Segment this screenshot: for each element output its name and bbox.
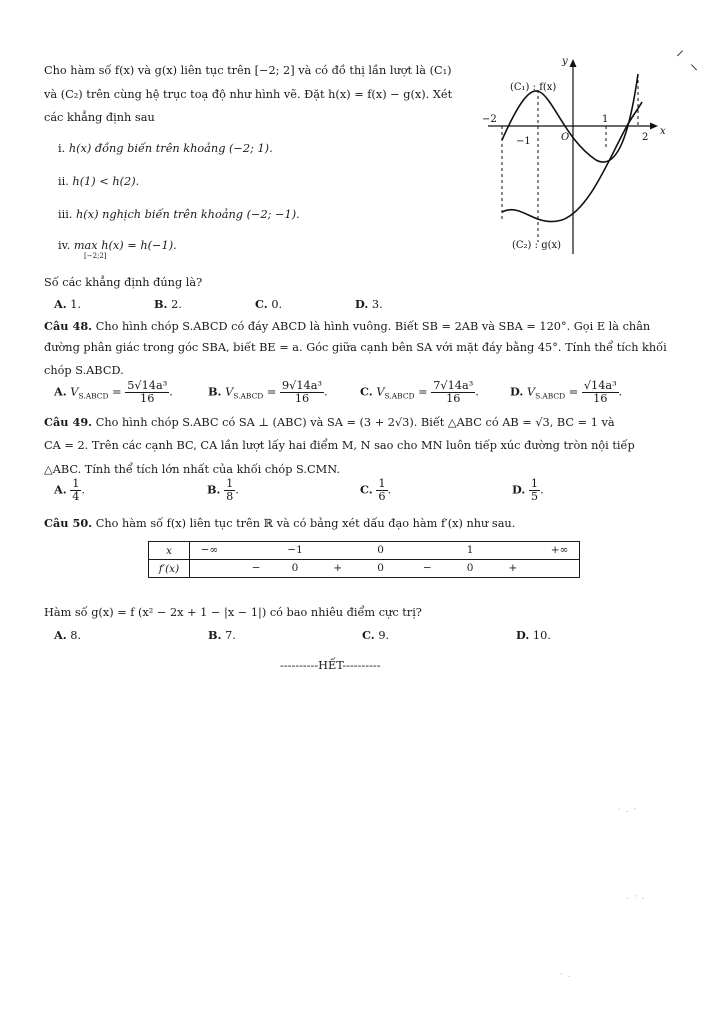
- sign-value: 0: [377, 562, 384, 574]
- q49-line-3: △ABC. Tính thể tích lớn nhất của khối chóp S.CMN.: [44, 463, 340, 476]
- x-value: −1: [287, 544, 303, 556]
- q47-option-c: C. 0.: [255, 297, 283, 311]
- q48-option-a: A. $V_{S.ABCD}$ = $\frac{\text{5√14a³}}{16}$ .: [54, 379, 173, 405]
- sign-table-values-fprime: [190, 560, 580, 578]
- tick-1: 1: [602, 114, 609, 125]
- q50-option-b: B. 7.: [208, 628, 236, 642]
- sign-value: 0: [291, 562, 299, 574]
- y-axis-label: y: [562, 56, 568, 67]
- q49-option-a: A. $\frac{1}{4}$ .: [54, 477, 86, 503]
- q50-option-c: C. 9.: [362, 628, 390, 642]
- x-value: 1: [466, 544, 474, 556]
- q48-line-3: chóp S.ABCD.: [44, 364, 124, 377]
- sign-value: +: [508, 562, 518, 574]
- sign-value: −: [422, 562, 432, 574]
- q49-option-c: C. $\frac{1}{6}$ .: [360, 477, 392, 503]
- q47-intro-line-1: Cho hàm số f(x) và g(x) liên tục trên [−2; 2] và có đồ thị lần lượt là (C₁): [44, 64, 452, 77]
- x-value: −∞: [200, 544, 219, 556]
- q49-option-d: D. $\frac{1}{5}$ .: [512, 477, 544, 503]
- q48-option-b: B. $V_{S.ABCD}$ = $\frac{\text{9√14a³}}{16}$ .: [208, 379, 328, 405]
- sign-table-row-x: [149, 542, 580, 560]
- q49-line-2: CA = 2. Trên các cạnh BC, CA lần lượt lấy hai điểm M, N sao cho MN luôn tiếp xúc đường tròn nội tiếp: [44, 439, 635, 452]
- sign-table-head-x: x: [149, 542, 190, 560]
- scan-speck: · . ·: [618, 805, 638, 815]
- q49-option-b: B. $\frac{1}{8}$ .: [207, 477, 239, 503]
- q47-question: Số các khẳng định đúng là?: [44, 276, 203, 289]
- q48-option-c: C. $V_{S.ABCD}$ = $\frac{\text{7√14a³}}{16}$ .: [360, 379, 479, 405]
- sign-table-row-fprime: [149, 560, 580, 578]
- x-axis-arrow-icon: [650, 123, 658, 130]
- y-axis-arrow-icon: [570, 59, 577, 67]
- q47-statement-3: iii. h(x) nghịch biến trên khoảng (−2; −1).: [58, 208, 300, 221]
- tick-neg1: −1: [516, 136, 531, 147]
- q47-option-d: D. 3.: [355, 297, 383, 311]
- tick-2: 2: [642, 132, 649, 143]
- origin-label: O: [561, 132, 570, 143]
- q47-option-b: B. 2.: [154, 297, 182, 311]
- x-value: 0: [377, 544, 384, 556]
- q47-intro-line-2: và (C₂) trên cùng hệ trục toạ độ như hình vẽ. Đặt h(x) = f(x) − g(x). Xét: [44, 88, 453, 101]
- q47-option-a: A. 1.: [54, 297, 82, 311]
- tick-neg2: −2: [482, 114, 497, 125]
- corner-mark-icon: ⸝: [676, 40, 685, 59]
- sign-table-values-x: [190, 542, 580, 560]
- scan-speck: . · .: [626, 892, 646, 902]
- q50-line-1: Câu 50. Cho hàm số f(x) liên tục trên ℝ và có bảng xét dấu đạo hàm f′(x) như sau.: [44, 516, 516, 530]
- x-axis-label: x: [660, 126, 666, 137]
- q50-question: Hàm số g(x) = f (x² − 2x + 1 − |x − 1|) có bao nhiêu điểm cực trị?: [44, 606, 422, 619]
- sign-value: −: [251, 562, 261, 574]
- q48-line-2: đường phân giác trong góc SBA, biết BE = a. Góc giữa cạnh bên SA với mặt đáy bằng 45°. Tính thể tích khối: [44, 341, 667, 354]
- q47-statement-1: i. h(x) đồng biến trên khoảng (−2; 1).: [58, 142, 273, 155]
- q48-line-1: Câu 48. Cho hình chóp S.ABCD có đáy ABCD là hình vuông. Biết SB = 2AB và SBA = 120°. Gọi E là chân: [44, 319, 651, 333]
- corner-mark-icon: ⸜: [690, 54, 699, 73]
- q47-graph: [478, 52, 678, 262]
- q47-intro-line-3: các khẳng định sau: [44, 111, 155, 124]
- q47-statement-4-subscript: [−2;2]: [84, 252, 107, 260]
- q48-option-d: D. $V_{S.ABCD}$ = $\frac{\text{√14a³}}{16}$ .: [510, 379, 623, 405]
- end-marker: ----------HẾT----------: [280, 659, 381, 672]
- sign-value: 0: [466, 562, 474, 574]
- x-value: +∞: [550, 544, 569, 556]
- sign-value: +: [333, 562, 343, 574]
- q50-option-a: A. 8.: [54, 628, 82, 642]
- q49-line-1: Câu 49. Cho hình chóp S.ABC có SA ⊥ (ABC) và SA = (3 + 2√3). Biết △ABC có AB = √3, BC = 1 và: [44, 415, 615, 429]
- c1-label: (C₁) : f(x): [510, 82, 557, 93]
- scan-speck: · .: [560, 970, 572, 980]
- c2-label: (C₂) : g(x): [512, 240, 562, 251]
- sign-table: [148, 541, 580, 578]
- curve-c2: [502, 102, 642, 222]
- q50-option-d: D. 10.: [516, 628, 551, 642]
- sign-table-head-fprime: f′(x): [149, 560, 190, 578]
- q47-statement-4: iv. max h(x) = h(−1). [−2;2]: [58, 239, 177, 260]
- q47-statement-2: ii. h(1) < h(2).: [58, 175, 140, 188]
